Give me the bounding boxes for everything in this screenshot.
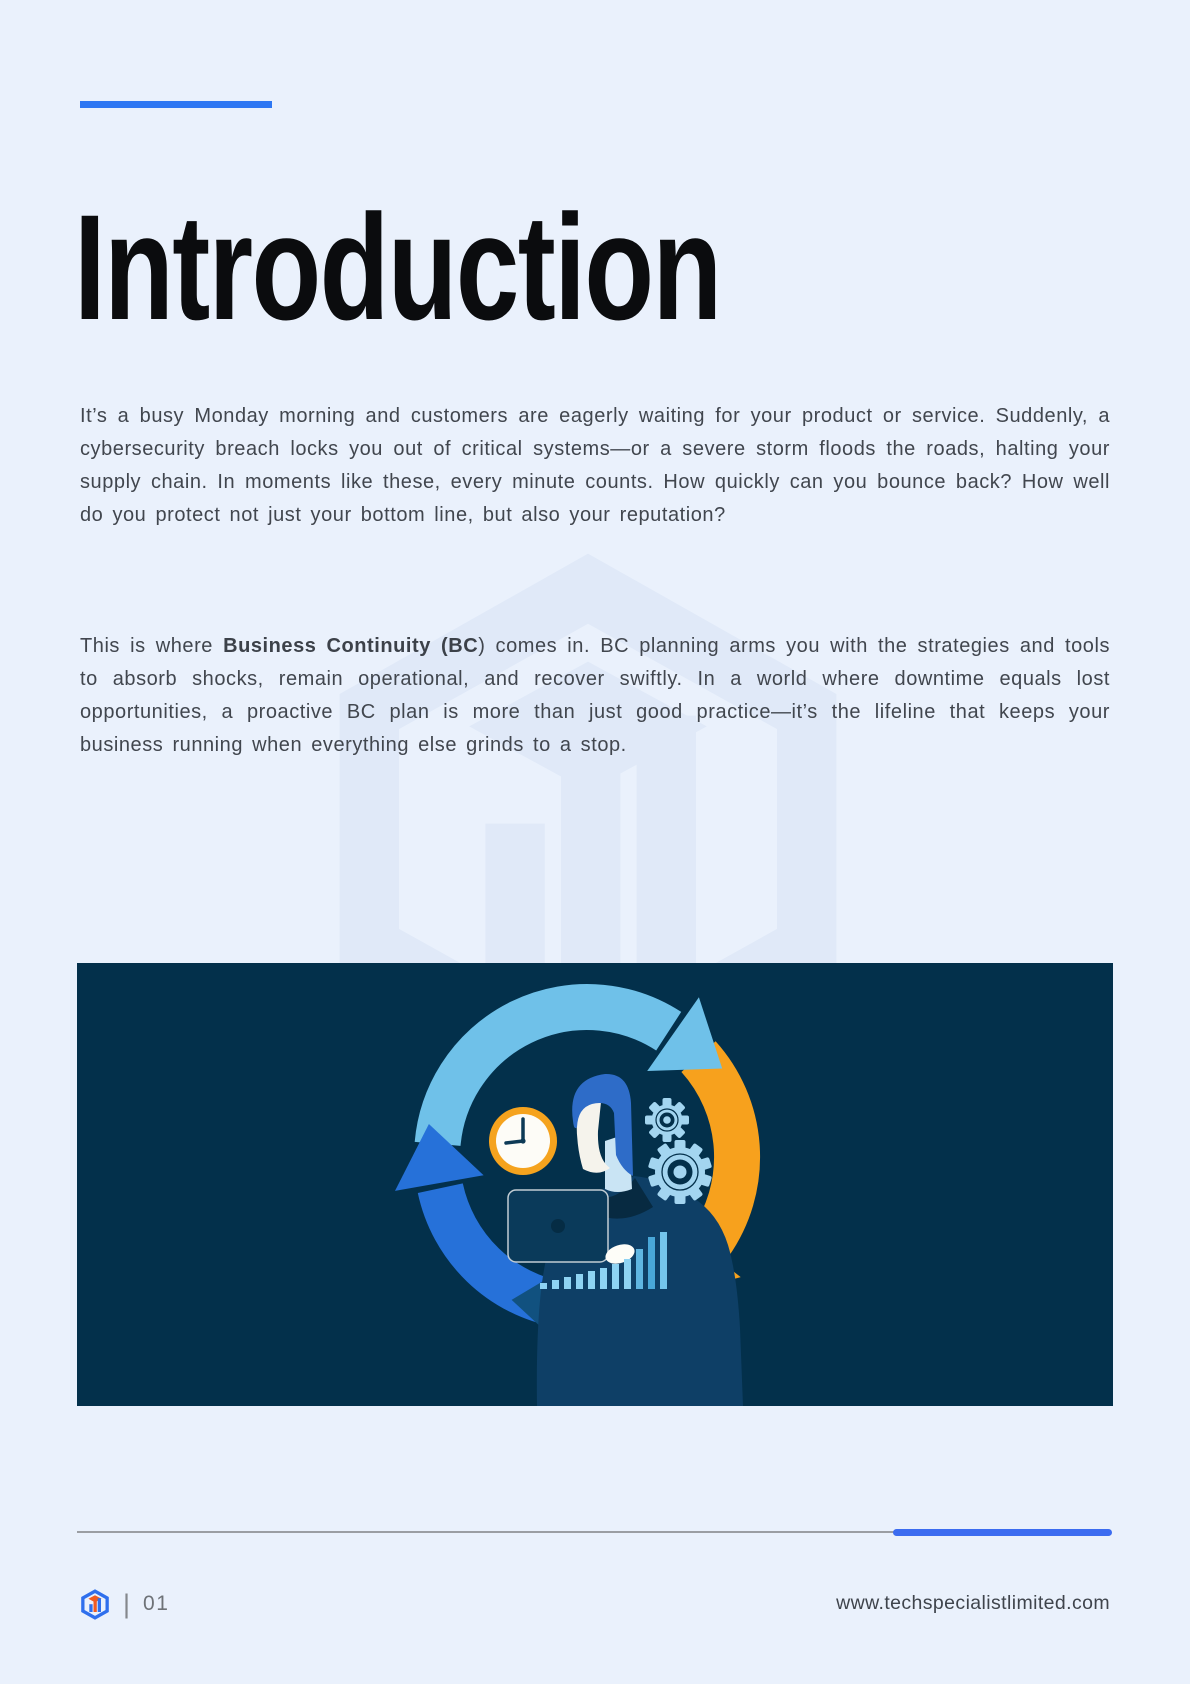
p2-rest: ) comes in. BC planning arms you with the strategies and tools to absorb shocks, remain operational, and recover swiftly. In a world where downtime equals lost opportunities, a proactive BC plan is more than just good practice—it’s the lifeline that keeps your business running when everything else grinds to a stop. [80,635,1110,756]
footer-left [80,1584,169,1624]
website-link[interactable]: www.techspecialistlimited.com [836,1592,1110,1614]
intro-paragraph-2 [80,630,1110,762]
gear-icon-small [645,1098,689,1142]
cycle-arrows-illustration [77,963,1113,1406]
clock-icon [489,1107,557,1175]
page-number: 01 [143,1592,170,1615]
page-title: Introduction [74,183,721,351]
hero-image [77,963,1113,1406]
company-logo-icon [80,1588,110,1621]
footer-divider [77,1531,895,1533]
p2-prefix: This is where [80,635,224,657]
laptop-icon [508,1190,608,1262]
footer-separator: | [123,1588,131,1619]
light-blue-arc [438,1007,669,1144]
intro-paragraph-1: It’s a busy Monday morning and customers are eagerly waiting for your product or service. Suddenly, a cybersecurity breach locks you out of critical systems—or a severe storm floods the roads, halting your supply chain. In moments like these, every minute counts. How quickly can you bounce back? How well do you protect not just your bottom line, but also your reputation? [80,405,1110,526]
footer-divider-accent [893,1529,1112,1536]
p2-bold-term: Business Continuity (BC [223,635,479,657]
royal-blue-arrowhead [395,1124,484,1191]
accent-line [80,101,272,108]
